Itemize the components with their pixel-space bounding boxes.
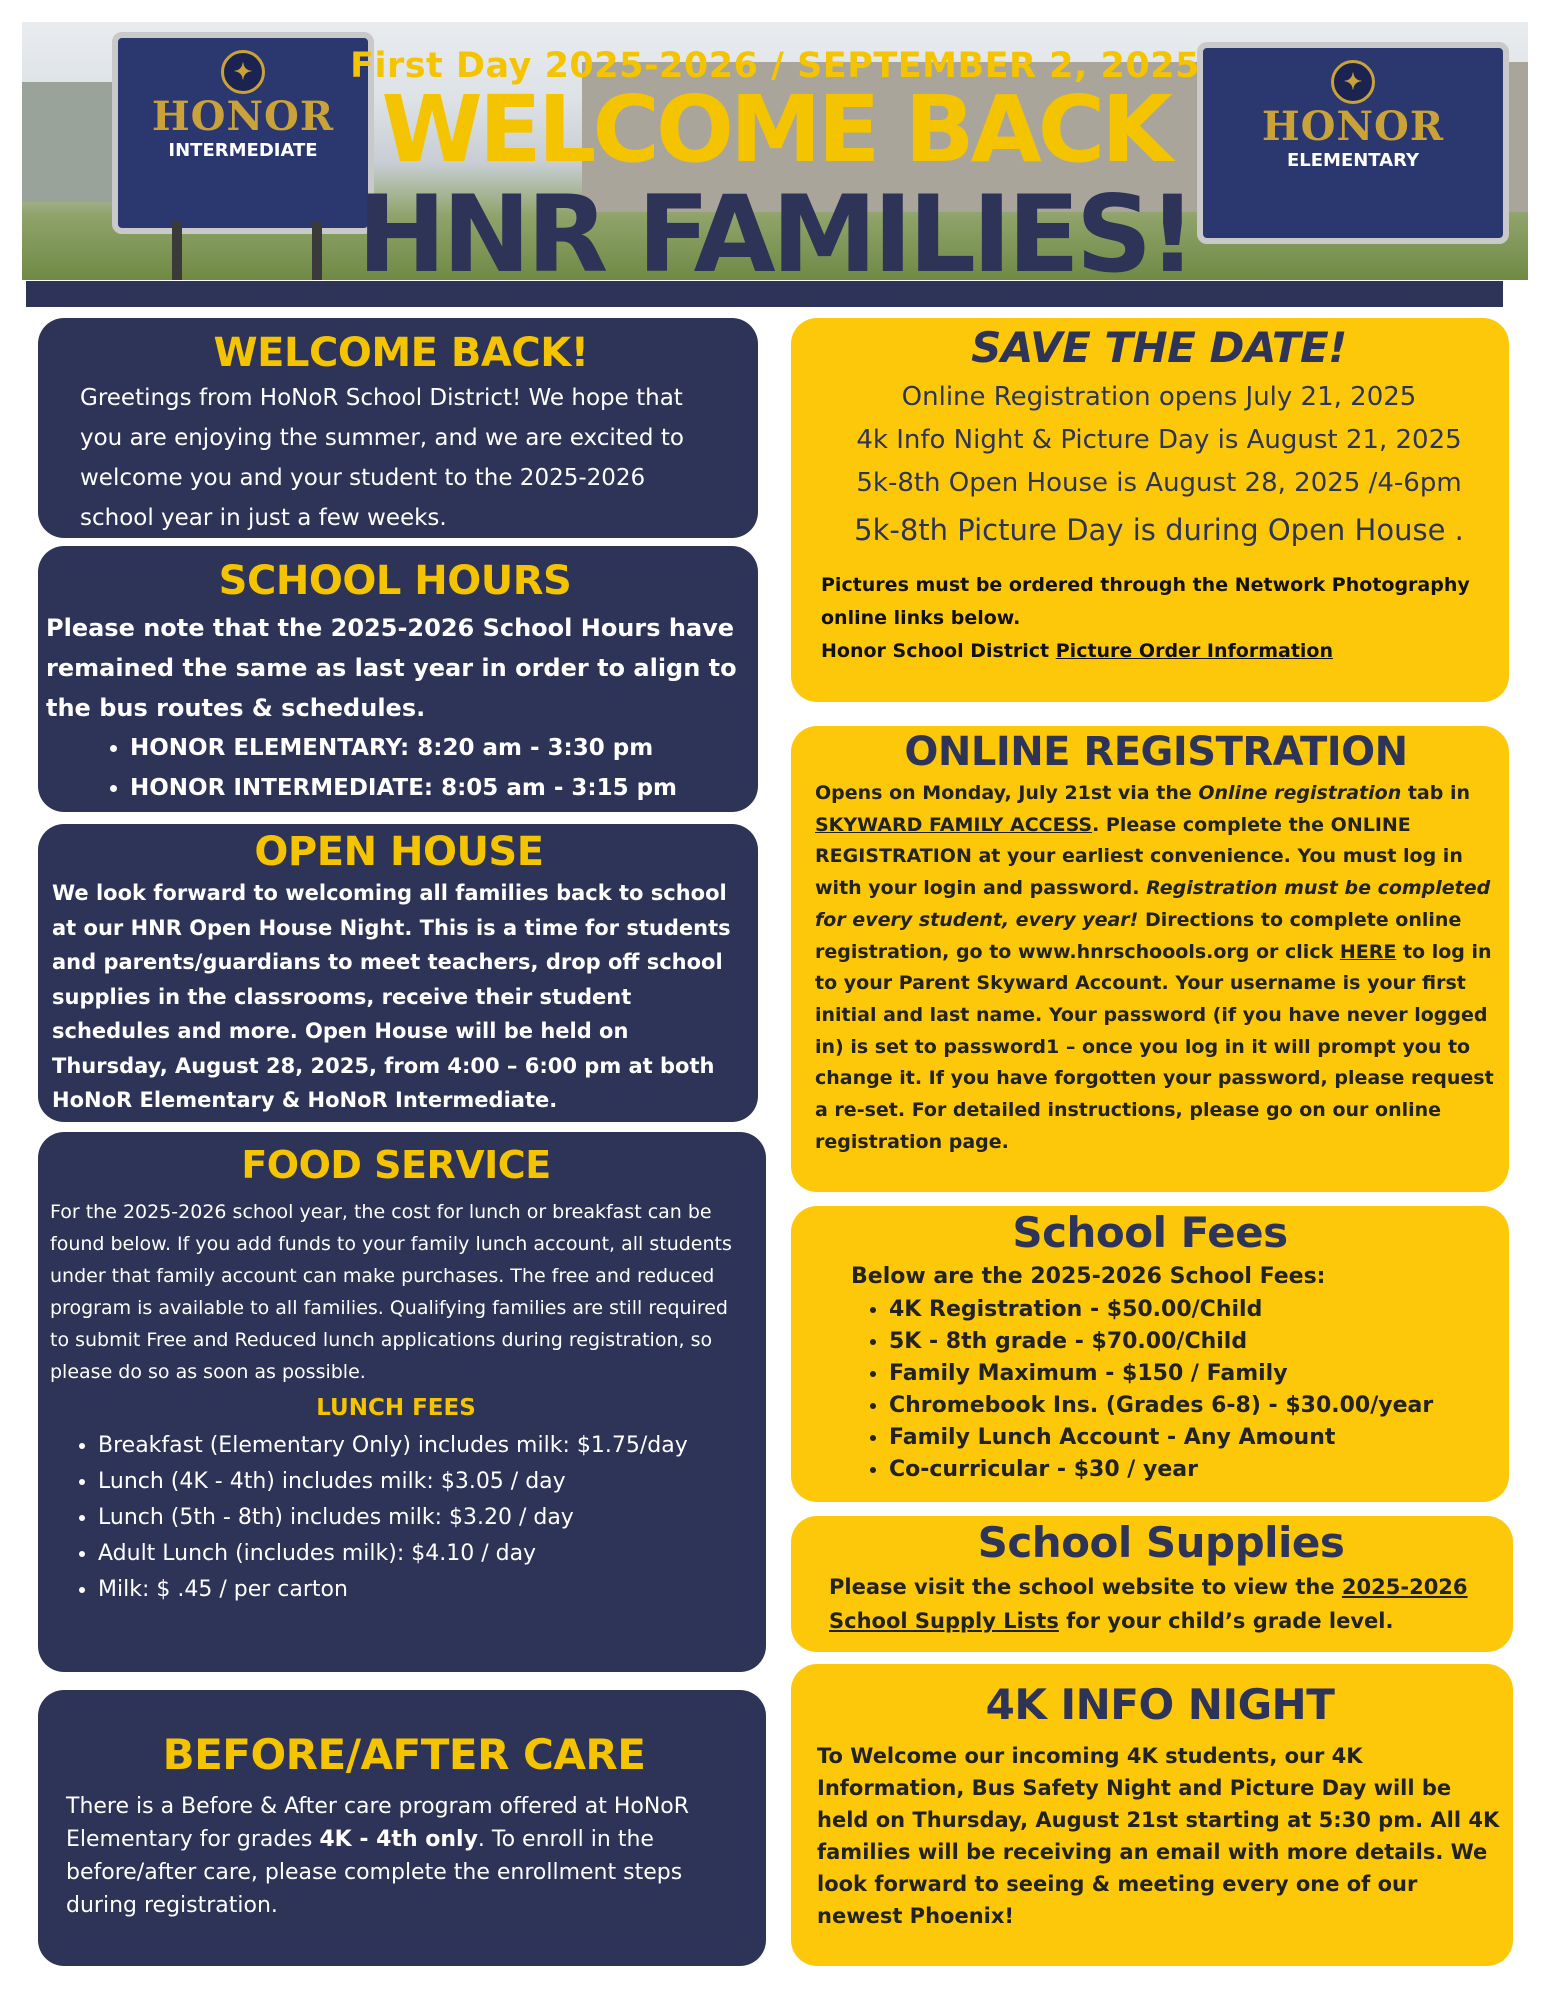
- before-after-text-part: . To enroll in the before/after care, please complete the enrollment steps during registration.: [66, 1827, 683, 1918]
- before-after-text: [66, 1790, 742, 1922]
- registration-emphasis: Registration must be completed for every student, every year!: [815, 877, 1491, 931]
- 4k-info-night-panel: [791, 1664, 1513, 1966]
- registration-text-part: to log in to your Parent Skyward Account. Your username is your first initial and last name. Your password (if you have never logged in) is set to password1 – once you log in it will prompt you to change it. If you have forgotten your password, please request a re-set. For detailed instructions, please go on our online registration page.: [815, 940, 1494, 1153]
- phoenix-logo-icon: ✦: [1331, 60, 1375, 104]
- panel-title: ONLINE REGISTRATION: [904, 729, 1408, 775]
- date-line: 5k-8th Picture Day is during Open House .: [854, 513, 1464, 547]
- welcome-text: Greetings from HoNoR School District! We hope that you are enjoying the summer, and we are excited to welcome you and your student to the 2025-2026 school year in just a few weeks.: [80, 385, 684, 531]
- school-supplies-panel: [791, 1516, 1513, 1652]
- list-item: • Breakfast (Elementary Only) includes milk: $1.75/day: [98, 1428, 742, 1464]
- sign-left-sub: INTERMEDIATE: [168, 140, 318, 161]
- list-item: • Lunch (5th - 8th) includes milk: $3.20 / day: [98, 1500, 742, 1536]
- save-the-date-list: [821, 376, 1497, 555]
- sign-right-sub: ELEMENTARY: [1286, 150, 1420, 171]
- skyward-family-access-link[interactable]: SKYWARD FAMILY ACCESS: [815, 813, 1093, 836]
- before-after-text-part: There is a Before & After care program offered at HoNoR Elementary for grades: [66, 1794, 690, 1852]
- lunch-fees-subtitle: LUNCH FEES: [316, 1395, 476, 1421]
- sign-right-name: HONOR: [1261, 103, 1445, 150]
- sign-left-name: HONOR: [151, 93, 335, 140]
- registration-text-part: Directions to complete online registration, go to www.hnrschoools.org or click: [815, 908, 1462, 963]
- phoenix-logo-icon: ✦: [221, 50, 265, 94]
- hnr-families-headline: HNR FAMILIES!: [357, 173, 1193, 280]
- list-item: • 5K - 8th grade - $70.00/Child: [889, 1326, 1489, 1358]
- list-item: • HONOR INTERMEDIATE: 8:05 am - 3:15 pm: [130, 768, 744, 808]
- registration-text-part: . Please complete the ONLINE REGISTRATION at your earliest convenience. You must log in with your login and password.: [815, 813, 1463, 900]
- open-house-text: We look forward to welcoming all families back to school at our HNR Open House Night. This is a time for students and parents/guardians to meet teachers, drop off school supplies in the classrooms, receive their student schedules and more. Open House will be held on Thursday, August 28, 2025, from 4:00 – 6:00 pm at both HoNoR Elementary & HoNoR Intermediate.: [52, 881, 731, 1112]
- school-fees-intro: Below are the 2025-2026 School Fees:: [851, 1264, 1326, 1289]
- food-service-panel: [38, 1132, 766, 1672]
- panel-title: School Supplies: [977, 1518, 1345, 1567]
- school-supply-lists-link[interactable]: 2025-2026 School Supply Lists: [829, 1575, 1468, 1633]
- registration-tab-name: Online registration: [1198, 782, 1402, 804]
- save-the-date-panel: [791, 318, 1509, 702]
- open-house-panel: [38, 824, 758, 1122]
- panel-title: SCHOOL HOURS: [218, 558, 572, 604]
- panel-title: WELCOME BACK!: [213, 330, 589, 376]
- list-item: • Chromebook Ins. (Grades 6-8) - $30.00/year: [889, 1390, 1489, 1422]
- online-registration-text: [815, 778, 1497, 1158]
- before-after-care-panel: [38, 1690, 766, 1966]
- picture-order-text: Honor School District: [821, 640, 1056, 662]
- list-item: • HONOR ELEMENTARY: 8:20 am - 3:30 pm: [130, 728, 744, 768]
- panel-title: BEFORE/AFTER CARE: [162, 1730, 646, 1779]
- header-divider: [26, 281, 1503, 307]
- school-fees-list: [861, 1294, 1489, 1486]
- picture-order-link[interactable]: Picture Order Information: [1055, 640, 1334, 662]
- food-service-text: For the 2025-2026 school year, the cost for lunch or breakfast can be found below. If you add funds to your family lunch account, all students under that family account can make purchases. The free and reduced program is available to all families. Qualifying families are still required to submit Free and Reduced lunch applications during registration, so please do so as soon as possible.: [50, 1201, 732, 1383]
- list-item: • 4K Registration - $50.00/Child: [889, 1294, 1489, 1326]
- date-line: 5k-8th Open House is August 28, 2025 /4-6pm: [856, 468, 1462, 498]
- registration-text-part: tab in: [1401, 782, 1470, 804]
- panel-title: School Fees: [1012, 1208, 1288, 1257]
- picture-order-line: [821, 635, 1497, 668]
- list-item: • Family Maximum - $150 / Family: [889, 1358, 1489, 1390]
- supplies-text-part: for your child’s grade level.: [1058, 1609, 1394, 1633]
- list-item: • Family Lunch Account - Any Amount: [889, 1422, 1489, 1454]
- date-line: 4k Info Night & Picture Day is August 21, 2025: [856, 425, 1462, 455]
- school-supplies-text: [829, 1570, 1493, 1638]
- picture-note: Pictures must be ordered through the Network Photography online links below.: [821, 574, 1470, 629]
- welcome-back-panel: [38, 318, 758, 538]
- before-after-grades: 4K - 4th only: [319, 1827, 478, 1852]
- first-day-banner: First Day 2025-2026 / SEPTEMBER 2, 2025: [350, 46, 1200, 86]
- list-item: • Lunch (4K - 4th) includes milk: $3.05 / day: [98, 1464, 742, 1500]
- hours-list: [46, 728, 744, 808]
- list-item: • Milk: $ .45 / per carton: [98, 1572, 742, 1608]
- panel-title: OPEN HOUSE: [254, 829, 544, 875]
- welcome-back-headline: WELCOME BACK: [381, 76, 1169, 183]
- panel-title: FOOD SERVICE: [241, 1143, 551, 1187]
- panel-title: SAVE THE DATE!: [971, 323, 1347, 372]
- supplies-text-part: Please visit the school website to view the: [829, 1575, 1342, 1599]
- school-hours-panel: [38, 546, 758, 812]
- online-registration-panel: [791, 726, 1509, 1192]
- school-hours-text: Please note that the 2025-2026 School Hours have remained the same as last year in order to align to the bus routes & schedules.: [46, 614, 737, 722]
- registration-text-part: Opens on Monday, July 21st via the: [815, 782, 1199, 804]
- date-line: Online Registration opens July 21, 2025: [901, 382, 1417, 412]
- info-night-text: To Welcome our incoming 4K students, our 4K Information, Bus Safety Night and Picture Day will be held on Thursday, August 21st starting at 5:30 pm. All 4K families will be receiving an email with more details. We look forward to seeing & meeting every one of our newest Phoenix!: [817, 1744, 1500, 1928]
- here-link[interactable]: HERE: [1339, 940, 1397, 963]
- panel-title: 4K INFO NIGHT: [985, 1680, 1335, 1729]
- list-item: • Co-curricular - $30 / year: [889, 1454, 1489, 1486]
- school-fees-panel: [791, 1206, 1509, 1502]
- header-banner: [22, 22, 1528, 280]
- list-item: • Adult Lunch (includes milk): $4.10 / day: [98, 1536, 742, 1572]
- lunch-fees-list: [50, 1428, 742, 1608]
